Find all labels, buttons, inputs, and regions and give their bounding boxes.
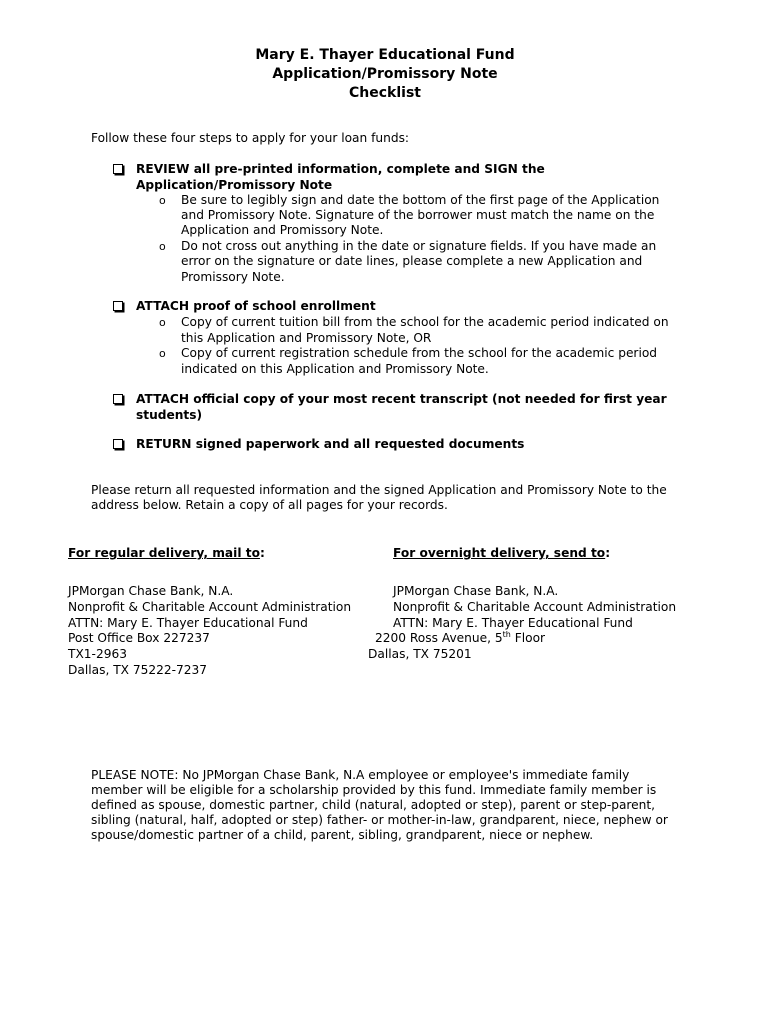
- overnight-street-address: 2200 Ross Avenue, 5th Floor: [375, 629, 546, 645]
- bullet-icon: o: [159, 347, 166, 360]
- step-2-bullet-2-line-1: Copy of current registration schedule from the school for the academic period: [181, 346, 658, 360]
- regular-address-line: TX1-2963: [68, 647, 127, 661]
- please-note-line: PLEASE NOTE: No JPMorgan Chase Bank, N.A employee or employee's immediate family: [91, 768, 630, 782]
- please-note-line: spouse/domestic partner of a child, parent, sibling, grandparent, niece or nephew.: [91, 828, 594, 842]
- regular-address-line: Post Office Box 227237: [68, 631, 210, 645]
- please-note-line: defined as spouse, domestic partner, child (natural, adopted or step), parent or step-parent,: [91, 798, 656, 812]
- please-note-line: member will be eligible for a scholarship provided by this fund. Immediate family member is: [91, 783, 657, 797]
- step-1-title: REVIEW all pre-printed information, complete and SIGN the: [136, 162, 545, 176]
- step-2-bullet-1-line-2: this Application and Promissory Note, OR: [181, 331, 432, 345]
- step-1-bullet-2-line-2: error on the signature or date lines, please complete a new Application and: [181, 254, 643, 268]
- checkbox-icon: [113, 439, 123, 449]
- step-2-bullet-2-line-2: indicated on this Application and Promissory Note.: [181, 362, 489, 376]
- please-note-line: sibling (natural, half, adopted or step) father- or mother-in-law, grandparent, niece, nephew or: [91, 813, 668, 827]
- overnight-delivery-heading: For overnight delivery, send to:: [393, 546, 611, 560]
- checkbox-icon: [113, 394, 123, 404]
- document-title: Mary E. Thayer Educational Fund: [255, 47, 515, 63]
- step-2-title: ATTACH proof of school enrollment: [136, 299, 376, 313]
- intro-text: Follow these four steps to apply for your loan funds:: [91, 131, 410, 145]
- step-4-title: RETURN signed paperwork and all requested documents: [136, 437, 525, 451]
- regular-delivery-heading: For regular delivery, mail to:: [68, 546, 265, 560]
- step-1-bullet-1-line-2: and Promissory Note. Signature of the borrower must match the name on the: [181, 208, 655, 222]
- document-heading: Checklist: [349, 85, 421, 101]
- regular-address-line: JPMorgan Chase Bank, N.A.: [68, 584, 234, 598]
- regular-address-line: Nonprofit & Charitable Account Administration: [68, 600, 352, 614]
- bullet-icon: o: [159, 240, 166, 253]
- regular-address-line: Dallas, TX 75222-7237: [68, 663, 208, 677]
- bullet-icon: o: [159, 316, 166, 329]
- step-1-bullet-1-line-3: Application and Promissory Note.: [181, 223, 384, 237]
- document-subtitle: Application/Promissory Note: [272, 66, 498, 82]
- checkbox-icon: [113, 301, 123, 311]
- step-3-title: ATTACH official copy of your most recent transcript (not needed for first year: [136, 392, 667, 406]
- step-1-title-cont: Application/Promissory Note: [136, 178, 333, 192]
- overnight-address-line: ATTN: Mary E. Thayer Educational Fund: [393, 616, 633, 630]
- step-1-bullet-2-line-3: Promissory Note.: [181, 270, 285, 284]
- overnight-city: Dallas, TX 75201: [368, 647, 472, 661]
- step-1-bullet-2-line-1: Do not cross out anything in the date or signature fields. If you have made an: [181, 239, 657, 253]
- regular-address-line: ATTN: Mary E. Thayer Educational Fund: [68, 616, 308, 630]
- step-3-title-cont: students): [136, 408, 203, 422]
- bullet-icon: o: [159, 194, 166, 207]
- return-note-line-1: Please return all requested information and the signed Application and Promissory Note to the: [91, 483, 667, 497]
- step-1-bullet-1-line-1: Be sure to legibly sign and date the bottom of the first page of the Application: [181, 193, 660, 207]
- step-2-bullet-1-line-1: Copy of current tuition bill from the school for the academic period indicated on: [181, 315, 669, 329]
- checkbox-icon: [113, 164, 123, 174]
- overnight-address-line: JPMorgan Chase Bank, N.A.: [393, 584, 559, 598]
- overnight-address-line: Nonprofit & Charitable Account Administration: [393, 600, 677, 614]
- return-note-line-2: address below. Retain a copy of all pages for your records.: [91, 498, 448, 512]
